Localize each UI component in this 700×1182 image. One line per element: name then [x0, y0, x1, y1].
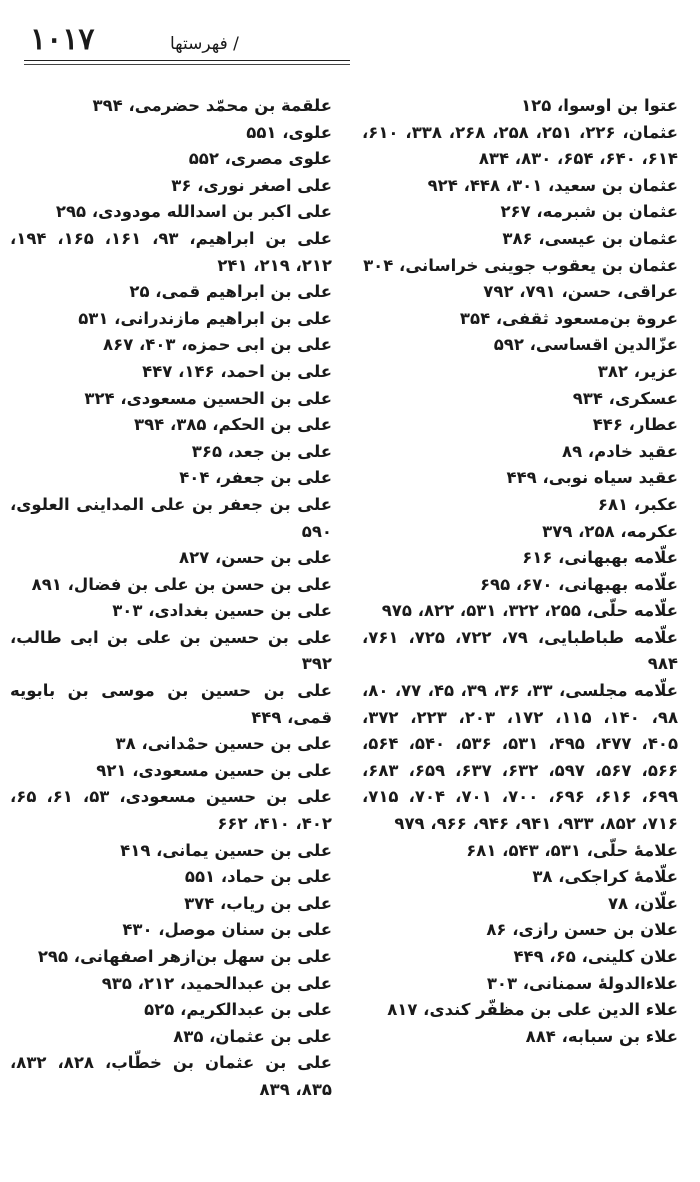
- index-entry: علی بن حسین حمْدانی، ۳۸: [115, 734, 332, 754]
- index-entry: عقید خادم، ۸۹: [562, 441, 678, 461]
- index-entry: علاء الدین علی بن مظفّر کندی، ۸۱۷: [387, 1000, 678, 1020]
- index-entry: علی بن حسن بن علی بن فضال، ۸۹۱: [31, 574, 332, 594]
- index-entry: عثمان بن سعید، ۳۰۱، ۴۴۸، ۹۲۴: [427, 175, 678, 195]
- index-entry: عثمان، ۲۲۶، ۲۵۱، ۲۵۸، ۲۶۸، ۳۳۸، ۶۱۰، ۶۱۴، ۶۴۰، ۶۵۴، ۸۳۰، ۸۳۴: [362, 122, 679, 169]
- index-entry: علی اکبر بن اسدالله مودودی، ۲۹۵: [55, 202, 332, 222]
- index-entry: علی بن سهل بن‌ازهر اصفهانی، ۲۹۵: [37, 947, 332, 966]
- index-entry: علی اصغر نوری، ۳۶: [171, 175, 332, 195]
- index-entry: علی بن عبدالکریم، ۵۲۵: [144, 1000, 332, 1020]
- index-entry: علّامه حلّی، ۲۵۵، ۳۲۲، ۵۳۱، ۸۲۲، ۹۷۵: [381, 601, 678, 621]
- index-entry: علی بن عبدالحمید، ۲۱۲، ۹۳۵: [101, 973, 332, 993]
- index-entry: علی بن ریاب، ۳۷۴: [184, 893, 332, 913]
- index-entry: عثمان بن یعقوب جوینی خراسانی، ۳۰۴: [363, 255, 678, 275]
- index-entry: علّامه بهبهانی، ۶۷۰، ۶۹۵: [479, 574, 678, 594]
- index-entry: علی بن احمد، ۱۴۶، ۴۴۷: [142, 361, 332, 381]
- index-entry: عثمان بن عیسی، ۳۸۶: [502, 228, 678, 248]
- index-entry: علّامه بهبهانی، ۶۱۶: [522, 548, 678, 568]
- index-entry: عقید سیاه نوبی، ۴۴۹: [506, 468, 678, 488]
- index-entry: علی بن حماد، ۵۵۱: [184, 867, 332, 887]
- index-entry: علی بن حسین بن علی بن ابی طالب، ۳۹۲: [10, 627, 332, 674]
- header-rule: [24, 60, 350, 61]
- index-entry: علی بن حسین مسعودی، ۹۲۱: [96, 760, 332, 780]
- index-entry: علی بن حسین بغدادی، ۳۰۳: [112, 601, 332, 621]
- index-entry: علّامه طباطبایی، ۷۹، ۷۲۲، ۷۲۵، ۷۶۱، ۹۸۴: [362, 627, 678, 674]
- index-entry: عثمان بن شبرمه، ۲۶۷: [500, 202, 678, 222]
- index-entry: علی بن جعد، ۳۶۵: [191, 441, 332, 461]
- index-entry: علان بن حسن رازی، ۸۶: [486, 920, 678, 940]
- index-entry: علی بن حسن، ۸۲۷: [179, 548, 332, 568]
- index-entry: علّامهٔ کراجکی، ۳۸: [532, 867, 678, 887]
- index-entry: علی بن عثمان بن خطّاب، ۸۲۸، ۸۳۲، ۸۳۵، ۸۳۹: [10, 1053, 332, 1099]
- index-entry: علی بن الحسین مسعودی، ۳۲۴: [84, 388, 332, 408]
- index-entry: عزّالدین اقساسی، ۵۹۲: [493, 335, 678, 355]
- index-entry: عروة بن‌مسعود ثقفی، ۳۵۴: [459, 308, 678, 328]
- index-entry: علی بن ابراهیم، ۹۳، ۱۶۱، ۱۶۵، ۱۹۴، ۲۱۲، ۲۱۹، ۲۴۱: [10, 228, 333, 275]
- index-entry: علامهٔ حلّی، ۵۳۱، ۵۴۳، ۶۸۱: [466, 840, 678, 860]
- page-number: ۱۰۱۷: [30, 22, 95, 57]
- running-title: / فهرستها: [170, 34, 239, 54]
- index-entry: علی بن حسین بن موسی بن بابویه قمی، ۴۴۹: [10, 681, 332, 727]
- index-entry: عکرمه، ۲۵۸، ۳۷۹: [542, 521, 678, 541]
- index-entry: علی بن جعفر بن علی المداینی العلوی، ۵۹۰: [10, 494, 332, 541]
- index-entry: علی بن جعفر، ۴۰۴: [179, 468, 332, 488]
- index-entry: عراقی، حسن، ۷۹۱، ۷۹۲: [483, 282, 678, 302]
- index-entry: علی بن ابراهیم مازندرانی، ۵۳۱: [78, 308, 332, 328]
- index-entry: علاءالدولهٔ سمنانی، ۳۰۳: [486, 973, 678, 993]
- index-entry: عتوا بن اوسوا، ۱۲۵: [521, 96, 678, 115]
- index-entry: علی بن حسین مسعودی، ۵۳، ۶۱، ۶۵، ۴۰۲، ۴۱۰، ۶۶۲: [10, 787, 332, 834]
- header-rule-thin: [24, 64, 350, 65]
- index-column-left: [10, 93, 332, 1104]
- index-entry: علی بن سنان موصل، ۴۳۰: [122, 920, 332, 940]
- index-entry: علّامه مجلسی، ۳۳، ۳۶، ۳۹، ۴۵، ۷۷، ۸۰، ۹۸، ۱۴۰، ۱۱۵، ۱۷۲، ۲۰۳، ۲۲۳، ۳۷۲، ۴۰۵، ۴۷۷، ۴۹۵، ۵۳۱، ۵۳۶، ۵۴۰، ۵۶۴، ۵۶۶، ۵۶۷، ۵۹۷، ۶۳۲، ۶۳۷، ۶۵۹، ۶۸۳، ۶۹۹، ۶۱۶، ۶۹۶، ۷۰۰، ۷۰۱، ۷۰۴، ۷۱۵، ۷۱۶، ۸۵۲، ۹۳۳، ۹۴۱، ۹۴۶، ۹۶۶، ۹۷۹: [362, 681, 679, 834]
- index-entry: علان کلینی، ۶۵، ۴۴۹: [513, 947, 678, 966]
- index-entry: عزیر، ۳۸۲: [597, 361, 678, 381]
- index-entry: علی بن ابراهیم قمی، ۲۵: [129, 282, 332, 302]
- index-entry: علّان، ۷۸: [607, 893, 678, 913]
- index-entry: علی بن الحکم، ۳۸۵، ۳۹۴: [134, 415, 332, 435]
- index-entry: علاء بن سبابه، ۸۸۴: [525, 1026, 678, 1046]
- index-entry: علوی مصری، ۵۵۲: [188, 149, 332, 169]
- page-header: [0, 0, 700, 70]
- index-entry: عسکری، ۹۳۴: [572, 388, 678, 408]
- index-entry: علی بن ابی حمزه، ۴۰۳، ۸۶۷: [103, 335, 332, 355]
- index-entry: عطار، ۴۴۶: [592, 415, 678, 435]
- index-entry: علی بن عثمان، ۸۳۵: [173, 1026, 332, 1046]
- index-entry: علی بن حسین یمانی، ۴۱۹: [120, 840, 332, 860]
- index-entry: علقمة بن محمّد حضرمی، ۳۹۴: [92, 96, 332, 115]
- index-column-right: [362, 93, 678, 1050]
- index-entry: عکبر، ۶۸۱: [597, 494, 678, 514]
- index-entry: علوی، ۵۵۱: [246, 122, 332, 142]
